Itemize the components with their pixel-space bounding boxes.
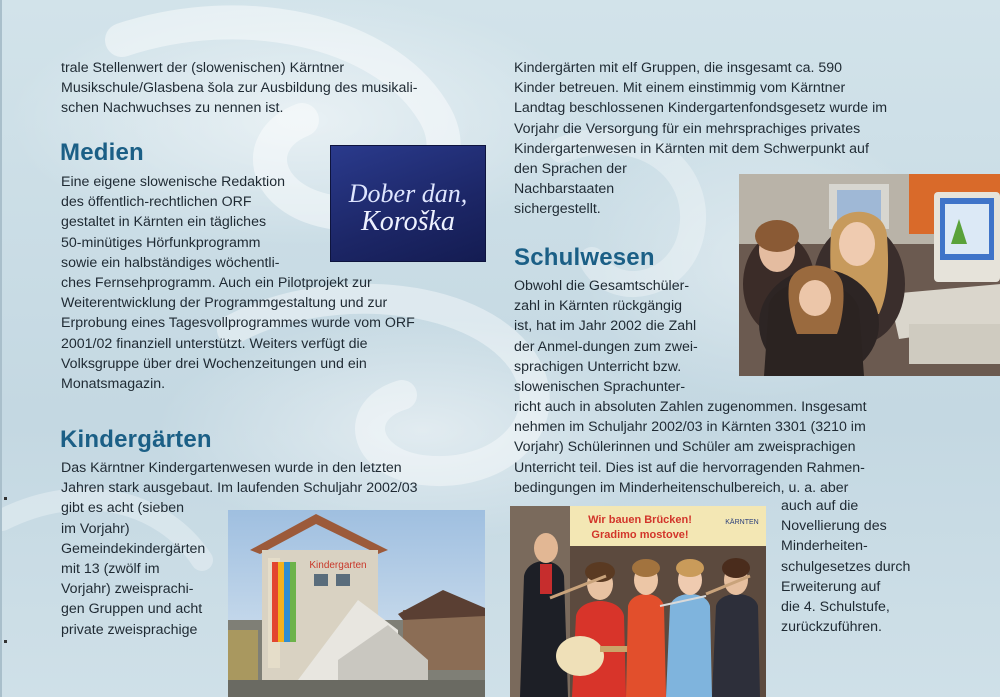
heading-medien: Medien bbox=[60, 139, 144, 166]
text-line: 2001/02 finanziell unterstützt. Weiters verfügt die bbox=[61, 335, 368, 352]
text-line: nehmen im Schuljahr 2002/03 in Kärnten 3301 (3210 im bbox=[514, 419, 866, 436]
heading-schulwesen: Schulwesen bbox=[514, 244, 655, 271]
text-line: schen Nachwuchses zu nennen ist. bbox=[61, 100, 284, 117]
text-line: Landtag beschlossenen Kindergartenfondsgesetz wurde im bbox=[514, 100, 888, 117]
intro-paragraph bbox=[61, 58, 417, 119]
text-line: Vorjahr) zweisprachi- bbox=[61, 581, 194, 598]
text-line: 50-minütiges Hörfunkprogramm bbox=[61, 234, 261, 251]
text-line: schulgesetzes durch bbox=[781, 558, 911, 575]
computer-classroom-photo bbox=[739, 174, 1000, 376]
heading-kindergaerten: Kindergärten bbox=[60, 426, 212, 453]
text-line: Musikschule/Glasbena šola zur Ausbildung des musikali- bbox=[61, 80, 418, 97]
text-line: ist, hat im Jahr 2002 die Zahl bbox=[514, 318, 697, 335]
text-line: die 4. Schulstufe, bbox=[781, 599, 890, 616]
text-line: Erweiterung auf bbox=[781, 578, 881, 595]
text-line: Unterricht teil. Dies ist auf die hervorragenden Rahmen- bbox=[514, 459, 865, 476]
text-line: zahl in Kärnten rückgängig bbox=[514, 298, 682, 315]
text-line: Erprobung eines Tagesvollprogrammes wurde vom ORF bbox=[61, 315, 415, 332]
banner-kaernten: KÄRNTEN bbox=[725, 519, 759, 526]
text-line: gen Gruppen und acht bbox=[61, 601, 203, 618]
text-line: Vorjahr) Schülerinnen und Schüler am zweisprachigen bbox=[514, 439, 856, 456]
text-line: auch auf die bbox=[781, 498, 859, 514]
text-line: Monatsmagazin. bbox=[61, 376, 166, 393]
schulwesen-paragraph-wide bbox=[514, 397, 867, 498]
logo-line-1: Dober dan, bbox=[348, 179, 468, 208]
margin-mark bbox=[4, 640, 7, 643]
music-group-photo bbox=[510, 506, 766, 697]
text-line: mit 13 (zwölf im bbox=[61, 561, 160, 578]
banner-line-1: Wir bauen Brücken! bbox=[588, 514, 692, 526]
text-line: trale Stellenwert der (slowenischen) Kärntner bbox=[61, 60, 345, 76]
text-line: Eine eigene slowenische Redaktion bbox=[61, 174, 285, 190]
text-line: Nachbarstaaten bbox=[514, 181, 615, 198]
text-line: Volksgruppe über drei Wochenzeitungen und ein bbox=[61, 355, 367, 372]
banner-line-2: Gradimo mostove! bbox=[591, 529, 689, 541]
schulwesen-paragraph-narrow bbox=[514, 276, 698, 397]
text-line: Obwohl die Gesamtschüler- bbox=[514, 278, 690, 294]
text-line: Das Kärntner Kindergartenwesen wurde in den letzten bbox=[61, 460, 402, 476]
text-line: Minderheiten- bbox=[781, 538, 868, 555]
text-line: bedingungen im Minderheitenschulbereich, u. a. aber bbox=[514, 479, 849, 496]
margin-mark bbox=[4, 497, 7, 500]
logo-line-2: Koroška bbox=[361, 206, 455, 237]
text-line: Kindergärten mit elf Gruppen, die insgesamt ca. 590 bbox=[514, 60, 843, 76]
schulwesen-paragraph-end bbox=[781, 496, 910, 637]
dober-dan-koroska-logo bbox=[330, 145, 486, 262]
text-line: richt auch in absoluten Zahlen zugenommen. Insgesamt bbox=[514, 399, 867, 415]
text-line: Vorjahr die Versorgung für ein mehrsprachiges privates bbox=[514, 120, 861, 137]
text-line: Weiterentwicklung der Programmgestaltung und zur bbox=[61, 295, 388, 312]
text-line: zurückzuführen. bbox=[781, 619, 882, 636]
building-sign: Kindergarten bbox=[309, 560, 367, 571]
text-line: im Vorjahr) bbox=[61, 520, 130, 537]
text-line: private zweisprachige bbox=[61, 621, 198, 638]
text-line: ches Fernsehprogramm. Auch ein Pilotprojekt zur bbox=[61, 275, 372, 292]
text-line: Kinder betreuen. Mit einem einstimmig vom Kärntner bbox=[514, 80, 846, 97]
text-line: sowie ein halbständiges wöchentli- bbox=[61, 254, 280, 271]
kindergarten-building-photo bbox=[228, 510, 485, 697]
text-line: den Sprachen der bbox=[514, 161, 627, 178]
text-line: slowenischen Sprachunter- bbox=[514, 379, 686, 396]
text-line: sichergestellt. bbox=[514, 201, 601, 218]
text-line: sprachigen Unterricht bzw. bbox=[514, 358, 682, 375]
text-line: Novellierung des bbox=[781, 518, 887, 535]
text-line: Kindergartenwesen in Kärnten mit dem Schwerpunkt auf bbox=[514, 140, 869, 157]
text-line: gibt es acht (sieben bbox=[61, 500, 185, 517]
text-line: gestaltet in Kärnten ein tägliches bbox=[61, 214, 267, 231]
text-line: der Anmel-dungen zum zwei- bbox=[514, 338, 698, 355]
text-line: Jahren stark ausgebaut. Im laufenden Schuljahr 2002/03 bbox=[61, 480, 418, 497]
text-line: des öffentlich-rechtlichen ORF bbox=[61, 194, 252, 211]
text-line: Gemeindekindergärten bbox=[61, 540, 206, 557]
